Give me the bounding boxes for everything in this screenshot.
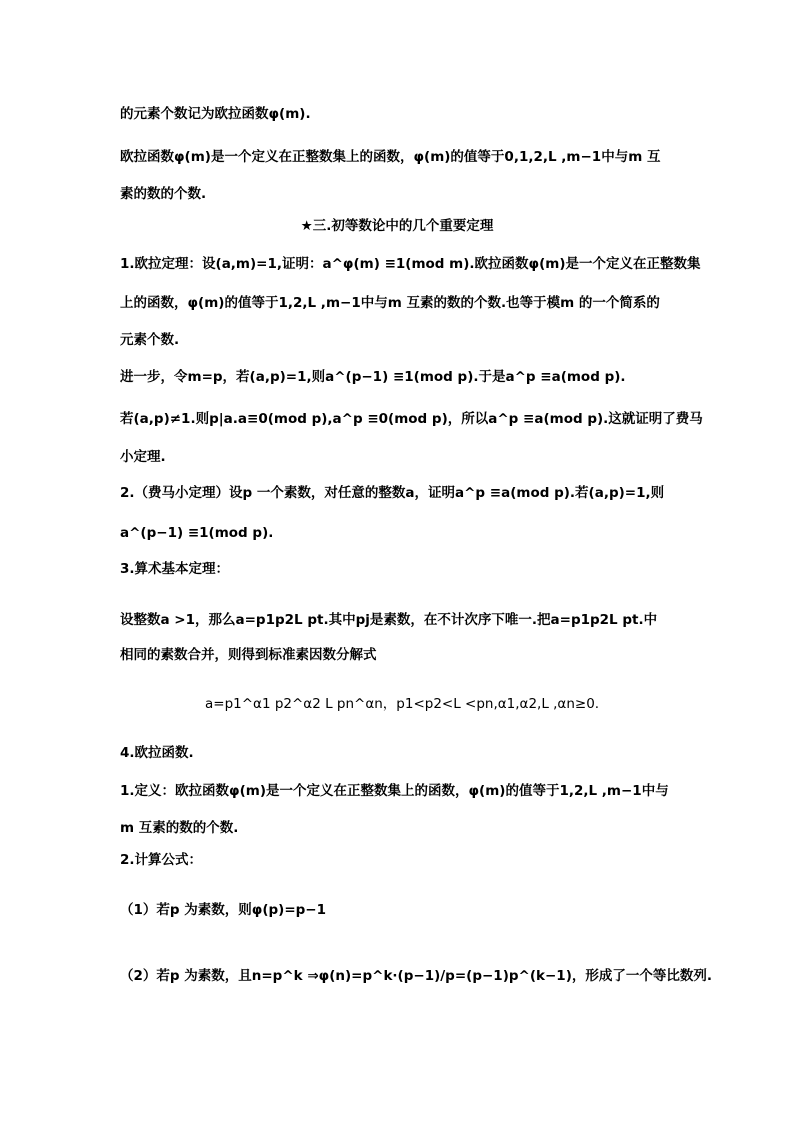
text-line-formula-heading: 2.计算公式：: [120, 852, 203, 868]
text-line-fundamental-theorem: 3.算术基本定理：: [120, 561, 230, 577]
text-line-euler-function: 4.欧拉函数.: [120, 745, 194, 761]
text-line-case-2: （2）若p 为素数，且n=p^k ⇒φ(n)=p^k·(p−1)/p=(p−1)p^(k−1)，形成了一个等比数列.: [120, 968, 712, 984]
text-line-15: 相同的素数合并，则得到标准素因数分解式: [120, 647, 377, 663]
factorization-formula: a=p1^α1 p2^α2 L pn^αn，p1<p2<L <pn,α1,α2,L ,αn≥0.: [205, 696, 600, 712]
text-line-6: 上的函数，φ(m)的值等于1,2,L ,m−1中与m 互素的数的个数.也等于模m 的一个简系的: [120, 295, 660, 311]
text-line-fermat: 2.（费马小定理）设p 一个素数，对任意的整数a，证明a^p ≡a(mod p).若(a,p)=1,则: [120, 485, 665, 501]
section-heading: ★三.初等数论中的几个重要定理: [300, 218, 494, 234]
text-line-case-1: （1）若p 为素数，则φ(p)=p−1: [120, 902, 326, 918]
text-line-euler-theorem: 1.欧拉定理：设(a,m)=1,证明：a^φ(m) ≡1(mod m).欧拉函数φ(m)是一个定义在正整数集: [120, 256, 701, 272]
text-line-14: 设整数a >1，那么a=p1p2L pt.其中pj是素数，在不计次序下唯一.把a=p1p2L pt.中: [120, 612, 658, 628]
text-line-7: 元素个数.: [120, 332, 180, 348]
text-line-19: m 互素的数的个数.: [120, 820, 239, 836]
text-line-12: a^(p−1) ≡1(mod p).: [120, 525, 274, 541]
text-line-3: 素的数的个数.: [120, 186, 207, 202]
text-line-10: 小定理.: [120, 449, 166, 465]
text-line-9: 若(a,p)≠1.则p|a.a≡0(mod p),a^p ≡0(mod p)，所以a^p ≡a(mod p).这就证明了费马: [120, 411, 703, 427]
text-line-definition: 1.定义：欧拉函数φ(m)是一个定义在正整数集上的函数，φ(m)的值等于1,2,L ,m−1中与: [120, 783, 669, 799]
text-line-8: 进一步，令m=p，若(a,p)=1,则a^(p−1) ≡1(mod p).于是a^p ≡a(mod p).: [120, 369, 626, 385]
text-line-2: 欧拉函数φ(m)是一个定义在正整数集上的函数，φ(m)的值等于0,1,2,L ,m−1中与m 互: [120, 149, 661, 165]
text-line-1: 的元素个数记为欧拉函数φ(m).: [120, 106, 311, 122]
